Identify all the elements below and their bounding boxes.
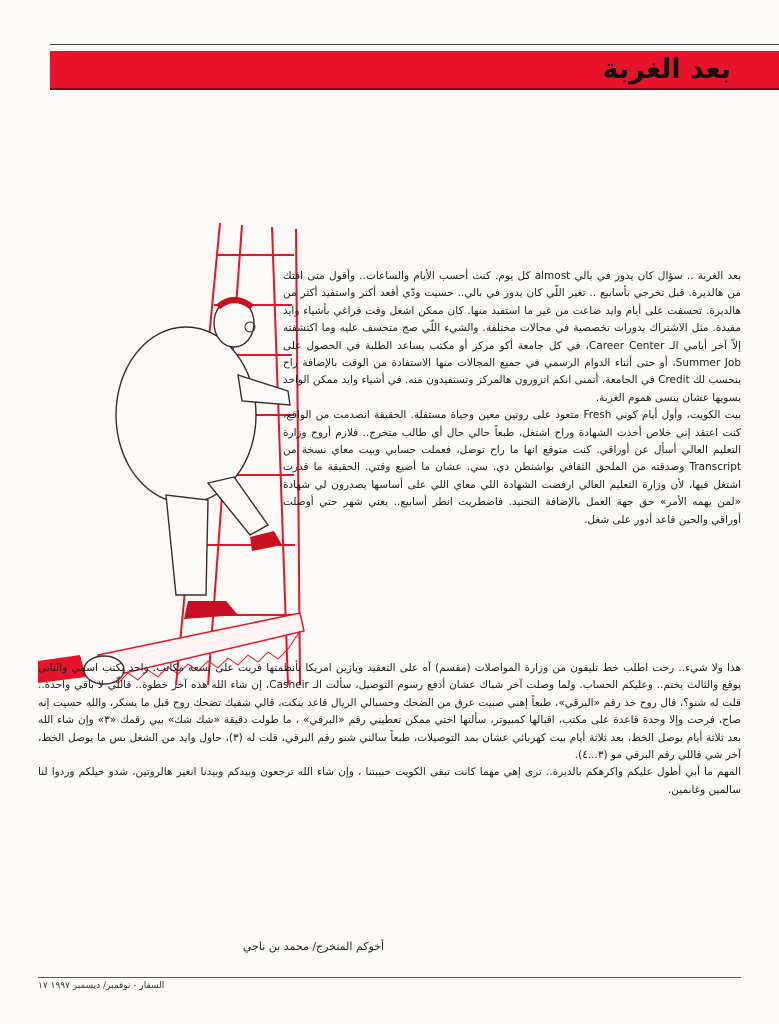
ladder-illustration bbox=[38, 215, 310, 705]
article-lower bbox=[38, 660, 741, 799]
page-footer: السفار - نوفمبر/ ديسمبر ١٩٩٧ ١٧ bbox=[38, 981, 165, 991]
article-upper bbox=[283, 268, 741, 529]
page-title: بعد الغربة bbox=[602, 54, 731, 85]
author-signature: أخوكم المتخرج/ محمد بن ناجي bbox=[242, 940, 384, 953]
bottom-rule bbox=[38, 977, 741, 978]
article-paragraph-3: هذا ولا شيء.. رحت اطلب خط تليفون من وزارة المواصلات (مقسم) آه على التعقيد ويازين امريكا بأنظمتها فريت على تسعة مكاتب. واحد يكتب اسمي والثاني يوقع والثالث يختم.. وعليكم الحساب. ولما وصلت آخر شباك عشان أدفع رسوم التوصيل، سألت الـ Casheir، إن شاء الله هذه آخر خطوة.. قاللّي لا باقي واحدة.. قلت له شنو؟، قال روح خذ رقم «البرقي»، طبعاً إهني صبيت عرق من الضحك وحسبالي الريال قاعد ينكت، قالي شفيك تضحك روح قبل ما يسكر، والله حسيت إنه صاج، فرحت وإلا وحدة قاعدة على مكتب، اقبالها كمبيوتر، سألتها اختي ممكن تعطيني رقم «البرقي» ، ما طولت دقيقة «شك شك» بيي رقمك «٣» وإن شاء الله بعد ثلاثة أيام يوصل الخط، بعد ثلاثة أيام بيت كهربائي عشان يمد التوصيلات، طبعاً سالني شنو رقم البرقي، قلت له (٣)، حاول وايد من الشغل بس ما يوصل الخط، آخر شي قاللي رقم البرقي مو (٣...٤). bbox=[38, 662, 741, 762]
article-paragraph-2: بيت الكويت، وأول أيام كوني Fresh متعود على روتين معين وحياة مستقلة. الحقيقة انصدمت من الواقع، كنت اعتقد إني خلاص أخذت الشهادة وراح اشتغل، طبعاً حالي حال أي طالب متخرج.. فلازم أروح وزارة التعليم العالي أسأل عن أوراقي. كنت متوقع انها ما راح توصل، فعملت حسابي وبيت معاي نسخة من Transcript وصدقته من الملحق الثقافي بواشنطن دي. سي. عشان ما أضيع وقتي. الحقيقة ما قدرت اشتغل فيها، لأن وزارة التعليم العالي ارفضت الشهادة اللي معاي اللي على أساسها يصدرون لي شهادة «لمن يهمه الأمر» حق جهة العمل بالإضافة التجنيد. فاضطريت انطر أسابيع.. يعني شهر حتي أوصلت أوراقي والحين قاعد أدور على شغل. bbox=[283, 409, 742, 526]
header-shadow bbox=[50, 88, 779, 90]
article-paragraph-1: بعد الغربة .. سؤال كان يدور في بالي almost كل يوم. كنت أحسب الأيام والساعات.. وأقول متى افتك من هالديرة. قبل تخرجي بأسابيع .. تغير اللّي كان يدور في بالي.. حسيت ودّي أقعد أكثر واستفيد أكثر من هالديرة. تحسفت على أيام وايد ضاعت من غير ما استفيد منها. كان ممكن اشغل وقت فراغي بأشياء وايد مفيدة. مثل الاشتراك بدورات تخصصية في مجالات مختلفة. والشيء اللّي صج متحسف عليه وما اكتشفته إلاّ آخر أيامي الـ Career Center، في كل جامعة أكو مركز أو مكتب يساعد الطلبة في الحصول على Summer Job، أو حتى أثناء الدوام الرسمي في جميع المجالات منها الاستفادة من الوقت بالإضافة راح ينحسب لك Credit في الجامعة. أتمنى انكم اتزورون هالمركز وتستفيدون منه. في أشياء وايد ممكن الواحد يسويها عشان ينسى هموم الغربة. bbox=[283, 270, 741, 404]
top-rule bbox=[50, 44, 779, 45]
article-paragraph-4: المهم ما أبي أطول عليكم واكرهكم بالديرة.. ترى إهي مهما كانت تبقى الكويت حبيبتنا ، وإن شاء الله ترجعون وبيدكم وبيدنا انغير هالروتين، شدو حيلكم وردوا لنا سالمين وغانمين. bbox=[38, 766, 741, 796]
header-banner bbox=[50, 51, 779, 88]
